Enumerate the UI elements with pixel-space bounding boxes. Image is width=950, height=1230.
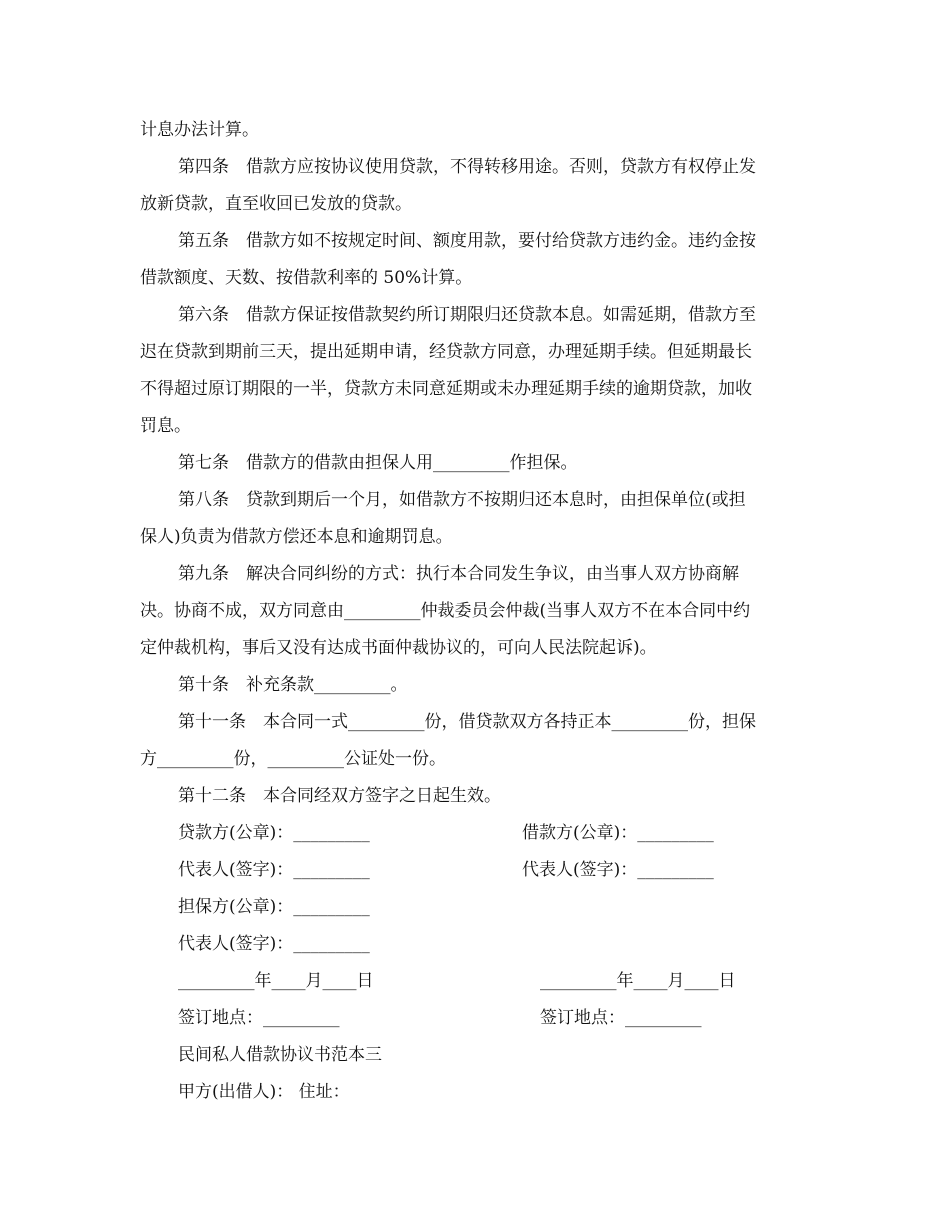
borrower-seal-field: 借款方(公章)：_________ xyxy=(522,823,714,843)
guarantor-seal-field: 担保方(公章)：_________ xyxy=(178,897,370,917)
article-6: 第六条 借款方保证按借款契约所订期限归还贷款本息。如需延期，借款方至 xyxy=(178,305,756,325)
borrower-rep-field: 代表人(签字)：_________ xyxy=(522,860,714,880)
article-11: 第十一条 本合同一式_________份，借贷款双方各持正本_________份，担保 xyxy=(178,712,756,732)
signing-place-left: 签订地点：_________ xyxy=(178,1008,340,1028)
paragraph-line: 借款额度、天数、按借款利率的 50%计算。 xyxy=(140,268,473,288)
next-section-title: 民间私人借款协议书范本三 xyxy=(178,1045,382,1065)
article-7: 第七条 借款方的借款由担保人用_________作担保。 xyxy=(178,453,578,473)
article-10: 第十条 补充条款_________。 xyxy=(178,675,408,695)
article-4: 第四条 借款方应按协议使用贷款，不得转移用途。否则，贷款方有权停止发 xyxy=(178,157,756,177)
paragraph-line: 罚息。 xyxy=(140,416,191,436)
date-left: _________年____月____日 xyxy=(178,971,374,991)
paragraph-line: 迟在贷款到期前三天，提出延期申请，经贷款方同意，办理延期手续。但延期最长 xyxy=(140,342,752,362)
paragraph-line: 方_________份，_________公证处一份。 xyxy=(140,749,446,769)
party-a-line: 甲方(出借人)： 住址： xyxy=(178,1082,350,1102)
paragraph-line: 决。协商不成，双方同意由_________仲裁委员会仲裁(当事人双方不在本合同中约 xyxy=(140,601,751,621)
article-5: 第五条 借款方如不按规定时间、额度用款，要付给贷款方违约金。违约金按 xyxy=(178,231,756,251)
paragraph-line: 定仲裁机构，事后又没有达成书面仲裁协议的，可向人民法院起诉)。 xyxy=(140,638,657,658)
guarantor-rep-field: 代表人(签字)：_________ xyxy=(178,934,370,954)
lender-rep-field: 代表人(签字)：_________ xyxy=(178,860,370,880)
article-12: 第十二条 本合同经双方签字之日起生效。 xyxy=(178,786,501,806)
paragraph-line: 放新贷款，直至收回已发放的贷款。 xyxy=(140,194,412,214)
article-9: 第九条 解决合同纠纷的方式：执行本合同发生争议，由当事人双方协商解 xyxy=(178,564,739,584)
paragraph-line: 计息办法计算。 xyxy=(140,120,259,140)
paragraph-line: 不得超过原订期限的一半，贷款方未同意延期或未办理延期手续的逾期贷款，加收 xyxy=(140,379,752,399)
signing-place-right: 签订地点：_________ xyxy=(540,1008,702,1028)
article-8: 第八条 贷款到期后一个月，如借款方不按期归还本息时，由担保单位(或担 xyxy=(178,490,746,510)
date-right: _________年____月____日 xyxy=(540,971,736,991)
lender-seal-field: 贷款方(公章)：_________ xyxy=(178,823,370,843)
paragraph-line: 保人)负责为借款方偿还本息和逾期罚息。 xyxy=(140,527,453,547)
